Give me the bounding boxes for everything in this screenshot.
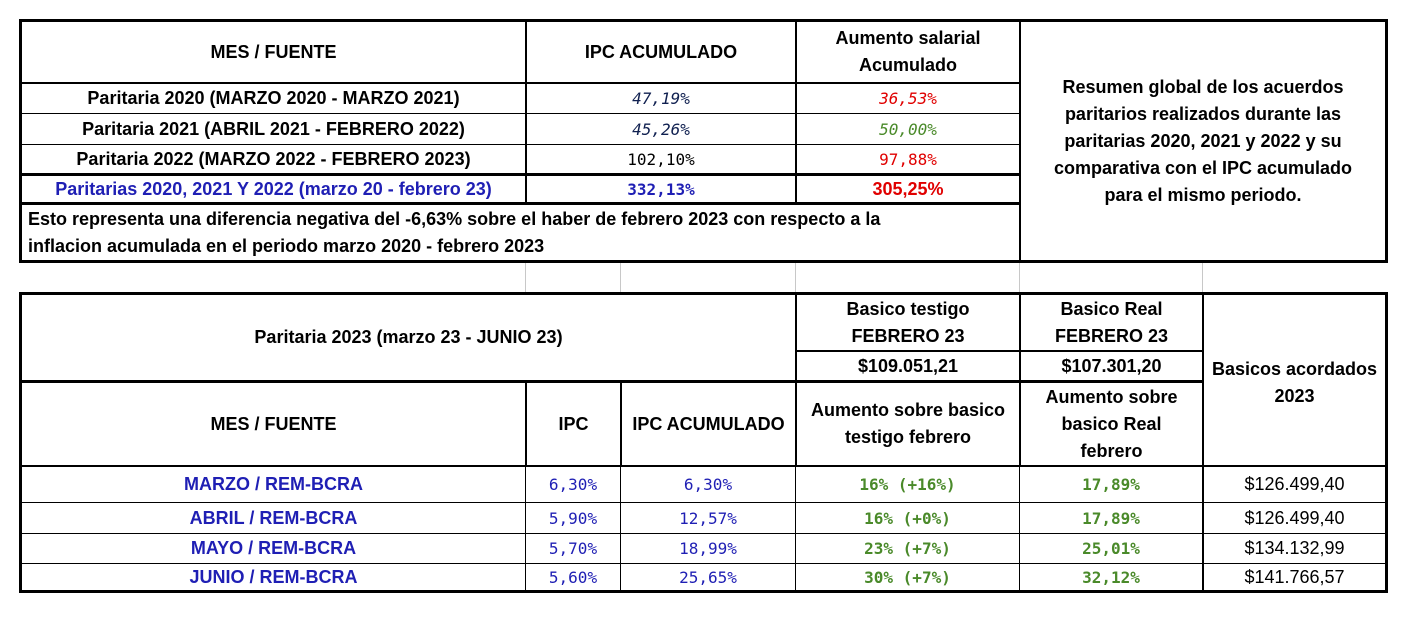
col-aumento-testigo-line2: testigo febrero [844,427,972,447]
row-mes: ABRIL / REM-BCRA [189,507,358,528]
basicos-acordados-header [1204,340,1385,425]
paritaria-2023-title: Paritaria 2023 (marzo 23 - JUNIO 23) [254,327,563,347]
basicos-acordados-line1: Basicos acordados [1211,358,1378,379]
difference-note [22,205,1019,260]
summary-line: comparativa con el IPC acumulado [1053,157,1353,178]
row-ipc: 5,90% [548,508,598,528]
summary-line: paritarios realizados durante las [1064,103,1342,124]
row-aumento-real: 25,01% [1082,539,1140,558]
header-ipc-acumulado: IPC ACUMULADO [584,41,738,62]
row-basico: $134.132,99 [1244,538,1345,558]
col-aumento-real-line3: febrero [1080,440,1143,461]
basico-real-line1: Basico Real [1060,298,1163,319]
col-aumento-real [1021,383,1202,465]
total-ipc: 332,13% [627,179,695,199]
col-ipc: IPC [558,413,589,434]
row-mes: MARZO / REM-BCRA [184,474,363,494]
col-aumento-real-line2: basico Real [1061,413,1162,434]
header-aumento-line2: Acumulado [858,55,957,75]
row-basico: $126.499,40 [1244,474,1345,494]
summary-line: paritarias 2020, 2021 y 2022 y su [1064,130,1342,151]
row-ipc: 5,60% [548,567,598,587]
basico-real-line2: FEBRERO 23 [1054,325,1169,346]
row-aumento-testigo: 30% (+7%) [864,567,951,587]
row-aumento-real: 17,89% [1082,475,1140,494]
row-aumento-real: 32,12% [1082,567,1140,587]
row-label: Paritaria 2021 (ABRIL 2021 - FEBRERO 2022) [82,118,465,139]
row-ipc: 6,30% [548,475,598,494]
basicos-acordados-line2: 2023 [1274,385,1315,406]
row-ipc: 47,19% [632,89,690,108]
row-aumento-testigo: 16% (+16%) [859,475,956,494]
total-label: Paritarias 2020, 2021 Y 2022 (marzo 20 - febrero 23) [55,178,492,199]
basico-testigo-header [797,295,1019,350]
summary-line: Resumen global de los acuerdos [1062,76,1344,97]
header-mes-fuente: MES / FUENTE [210,41,337,62]
row-aumento-testigo: 23% (+7%) [864,539,951,558]
row-ipc: 45,26% [632,119,690,139]
basico-real-value: $107.301,20 [1061,355,1162,376]
col-mes-fuente: MES / FUENTE [210,413,337,434]
summary-line: para el mismo periodo. [1104,184,1302,205]
header-aumento-line1: Aumento salarial [835,28,981,48]
row-label: Paritaria 2022 (MARZO 2022 - FEBRERO 2023) [76,148,471,169]
basico-real-header [1021,295,1202,350]
row-ipc-acumulado: 25,65% [679,567,737,587]
row-ipc: 102,10% [627,149,695,169]
col-aumento-testigo [797,383,1019,465]
difference-note-line2: inflacion acumulada en el periodo marzo 2020 - febrero 2023 [28,235,545,256]
row-aumento-real: 17,89% [1082,508,1140,528]
row-mes: JUNIO / REM-BCRA [189,566,358,587]
total-aumento: 305,25% [872,178,944,199]
basico-testigo-value: $109.051,21 [857,355,959,376]
row-ipc-acumulado: 6,30% [683,475,733,494]
row-ipc: 5,70% [548,539,598,558]
row-ipc-acumulado: 12,57% [679,508,737,528]
basico-testigo-line2: FEBRERO 23 [851,325,965,346]
row-aumento-testigo: 16% (+0%) [864,508,951,528]
col-aumento-testigo-line1: Aumento sobre basico [810,400,1006,420]
row-aumento: 36,53% [879,89,937,108]
header-aumento-salarial [797,22,1019,82]
col-ipc-acumulado: IPC ACUMULADO [632,413,785,434]
row-basico: $141.766,57 [1244,566,1345,587]
row-ipc-acumulado: 18,99% [679,539,737,558]
row-label: Paritaria 2020 (MARZO 2020 - MARZO 2021) [87,88,460,108]
row-mes: MAYO / REM-BCRA [190,538,357,558]
row-aumento: 97,88% [879,149,937,169]
col-aumento-real-line1: Aumento sobre [1045,386,1178,407]
summary-text [1021,22,1385,260]
row-basico: $126.499,40 [1244,507,1345,528]
row-aumento: 50,00% [879,119,937,139]
basico-testigo-line1: Basico testigo [846,298,970,319]
difference-note-line1: Esto representa una diferencia negativa del -6,63% sobre el haber de febrero 2023 con respecto a la [28,208,881,229]
